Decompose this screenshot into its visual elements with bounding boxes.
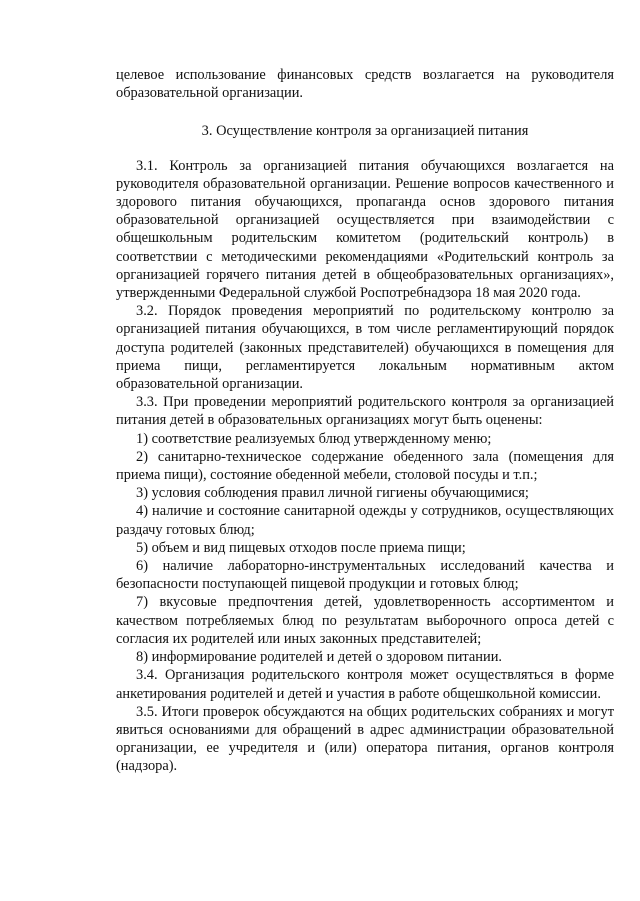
- list-item: 1) соответствие реализуемых блюд утвержденному меню;: [136, 430, 492, 447]
- list-item: 2) санитарно-техническое содержание обеденного зала (помещения для приема пищи), состояние обеденной мебели, столовой посуды и т.п.;: [116, 448, 614, 484]
- paragraph-3-2: 3.2. Порядок проведения мероприятий по родительскому контролю за организацией питания обучающихся, в том числе регламентирующий порядок доступа родителей (законных представителей) обучающихся в помещения для приема пищи, регламентируется локальным нормативным актом образовательной организации.: [116, 303, 614, 393]
- list-item: 3) условия соблюдения правил личной гигиены обучающимися;: [136, 485, 529, 502]
- list-item: 5) объем и вид пищевых отходов после приема пищи;: [136, 539, 466, 556]
- paragraph-3-1: 3.1. Контроль за организацией питания обучающихся возлагается на руководителя образовательной организации. Решение вопросов качественного и здорового питания обучающихся, пропаганда основ здорового питания образовательной организацией осуществляется при взаимодействии с общешкольным родительским комитетом (родительский контроль) в соответствии с методическими рекомендациями «Родительский контроль за организацией горячего питания детей в общеобразовательных организациях», утвержденными Федеральной службой Роспотребнадзора 18 мая 2020 года.: [116, 157, 614, 302]
- intro-paragraph: целевое использование финансовых средств возлагается на руководителя образовательной организации.: [116, 67, 614, 102]
- section-heading: 3. Осуществление контроля за организацией питания: [201, 123, 529, 140]
- paragraph-3-4: 3.4. Организация родительского контроля может осуществляться в форме анкетирования родителей и детей и участия в работе общешкольной комиссии.: [116, 667, 614, 702]
- list-item: 4) наличие и состояние санитарной одежды у сотрудников, осуществляющих раздачу готовых блюд;: [116, 503, 614, 538]
- paragraph-3-5: 3.5. Итоги проверок обсуждаются на общих родительских собраниях и могут явиться основаниями для обращений в адрес администрации образовательной организации, ее учредителя и (или) оператора питания, органов контроля (надзора).: [116, 703, 614, 775]
- list-item: 6) наличие лабораторно-инструментальных исследований качества и безопасности поступающей пищевой продукции и готовых блюд;: [116, 558, 614, 593]
- list-item: 8) информирование родителей и детей о здоровом питании.: [136, 649, 502, 666]
- list-item: 7) вкусовые предпочтения детей, удовлетворенность ассортиментом и качеством потребляемых блюд по результатам выборочного опроса детей с согласия их родителей или иных законных представителей;: [116, 594, 614, 647]
- document-page: [116, 66, 614, 776]
- paragraph-3-3: 3.3. При проведении мероприятий родительского контроля за организацией питания детей в образовательных организациях могут быть оценены:: [116, 394, 614, 429]
